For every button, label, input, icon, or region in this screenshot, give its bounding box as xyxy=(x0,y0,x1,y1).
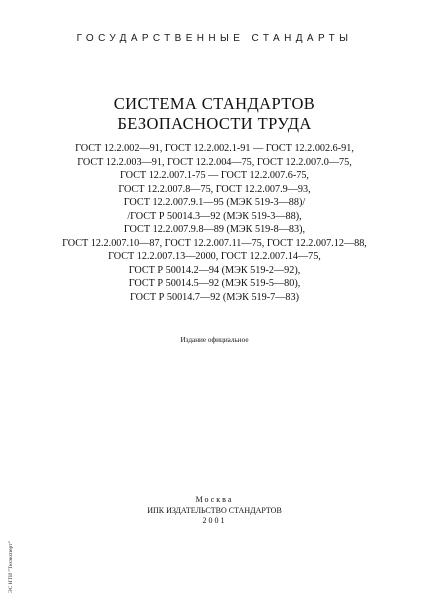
standards-line: ГОСТ 12.2.003—91, ГОСТ 12.2.004—75, ГОСТ 12.2.007.0—75, xyxy=(77,156,352,168)
standards-line: ГОСТ Р 50014.2—94 (МЭК 519-2—92), xyxy=(128,264,301,276)
title-line-1: СИСТЕМА СТАНДАРТОВ xyxy=(113,94,316,113)
standards-line: ГОСТ 12.2.007.1-75 — ГОСТ 12.2.007.6-75, xyxy=(120,170,309,181)
standards-line: ГОСТ Р 50014.7—92 (МЭК 519-7—83) xyxy=(130,291,299,303)
source-stamp-text: ЭС НТИ "Техэксперт" xyxy=(8,541,14,593)
standards-line: ГОСТ 12.2.007.9.8—89 (МЭК 519-8—83), xyxy=(123,224,306,235)
publisher-footer xyxy=(0,495,429,527)
standards-list xyxy=(0,142,429,304)
document-title xyxy=(0,94,429,134)
standards-line: ГОСТ 12.2.002—91, ГОСТ 12.2.002.1-91 — ГОСТ 12.2.002.6-91, xyxy=(75,143,354,154)
city: Москва xyxy=(195,495,234,504)
standards-line: ГОСТ 12.2.007.8—75, ГОСТ 12.2.007.9—93, xyxy=(118,183,311,195)
source-stamp xyxy=(8,543,20,593)
series-header: ГОСУДАРСТВЕННЫЕ СТАНДАРТЫ xyxy=(76,33,353,44)
edition-note: Издание официальное xyxy=(180,336,249,344)
standards-line: ГОСТ 12.2.007.9.1—95 (МЭК 519-3—88)/ xyxy=(123,197,306,208)
standards-line: /ГОСТ Р 50014.3—92 (МЭК 519-3—88), xyxy=(127,210,302,222)
standards-line: ГОСТ 12.2.007.13—2000, ГОСТ 12.2.007.14—75, xyxy=(108,251,321,262)
standards-line: ГОСТ Р 50014.5—92 (МЭК 519-5—80), xyxy=(128,278,301,289)
publication-year: 2001 xyxy=(202,516,227,525)
standards-line: ГОСТ 12.2.007.10—87, ГОСТ 12.2.007.11—75, ГОСТ 12.2.007.12—88, xyxy=(62,237,367,249)
title-line-2: БЕЗОПАСНОСТИ ТРУДА xyxy=(117,114,312,133)
publisher-name: ИПК ИЗДАТЕЛЬСТВО СТАНДАРТОВ xyxy=(147,505,282,515)
